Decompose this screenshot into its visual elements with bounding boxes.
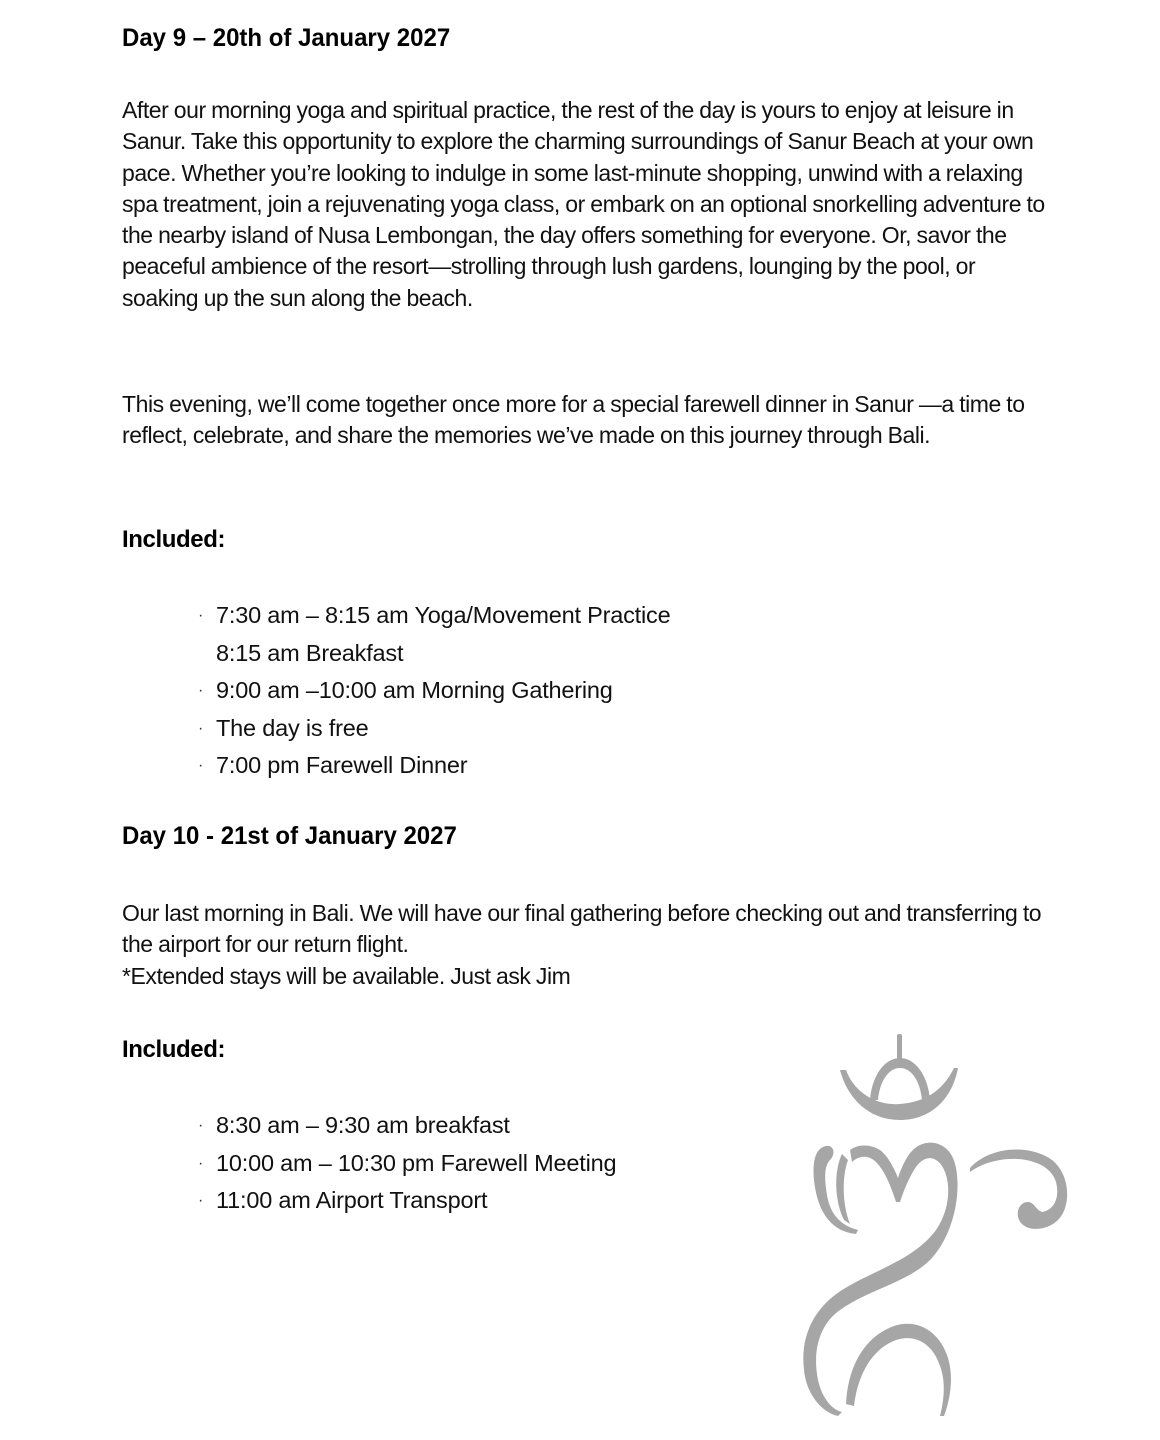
- day10-note: *Extended stays will be available. Just ask Jim: [122, 963, 571, 989]
- day10-heading: Day 10 - 21st of January 2027: [122, 822, 457, 850]
- schedule-item: [196, 747, 670, 785]
- day9-evening-description: This evening, we’ll come together once more for a special farewell dinner in Sanur —a time to reflect, celebrate, and share the memories we’ve made on this journey through Bali.: [122, 391, 1025, 449]
- day9-included-label: Included:: [122, 526, 226, 553]
- schedule-item-text: 10:00 am – 10:30 pm Farewell Meeting: [216, 1149, 617, 1176]
- day10-description: Our last morning in Bali. We will have our final gathering before checking out and transferring to the airport for our return flight.: [122, 900, 1042, 958]
- day10-schedule-list: [196, 1107, 616, 1220]
- schedule-item: [196, 1182, 616, 1220]
- schedule-item: [196, 672, 670, 710]
- schedule-item-text: 8:30 am – 9:30 am breakfast: [216, 1112, 510, 1138]
- day9-schedule-list: [196, 597, 670, 785]
- schedule-item: [196, 597, 670, 635]
- balinese-om-symbol-icon: [790, 1020, 1080, 1430]
- schedule-item: [196, 1145, 616, 1183]
- bullet-icon: ·: [198, 757, 204, 774]
- bullet-icon: ·: [198, 719, 204, 737]
- bullet-icon: ·: [198, 1154, 204, 1172]
- bullet-icon: ·: [198, 1192, 204, 1209]
- schedule-item-text: 8:15 am Breakfast: [216, 639, 404, 666]
- schedule-item-text: 11:00 am Airport Transport: [216, 1187, 488, 1213]
- day10-included-label: Included:: [122, 1036, 226, 1063]
- schedule-item: [196, 1107, 616, 1145]
- schedule-item-text: The day is free: [216, 714, 369, 741]
- schedule-item-text: 9:00 am –10:00 am Morning Gathering: [216, 677, 613, 703]
- bullet-icon: ·: [198, 607, 204, 624]
- schedule-item-text: 7:00 pm Farewell Dinner: [216, 752, 468, 778]
- schedule-item-text: 7:30 am – 8:15 am Yoga/Movement Practice: [216, 602, 671, 628]
- day9-heading: Day 9 – 20th of January 2027: [122, 24, 451, 52]
- day9-description: After our morning yoga and spiritual practice, the rest of the day is yours to enjoy at leisure in Sanur. Take this opportunity to explore the charming surroundings of Sanur Beach at your own pace. Whether you’re looking to indulge in some last-minute shopping, unwind with a relaxing spa treatment, join a rejuvenating yoga class, or embark on an optional snorkelling adventure to the nearby island of Nusa Lembongan, the day offers something for everyone. Or, savor the peaceful ambience of the resort—strolling through lush gardens, lounging by the pool, or soaking up the sun along the beach.: [122, 97, 1045, 311]
- schedule-item: [196, 635, 670, 673]
- bullet-icon: ·: [198, 682, 204, 699]
- bullet-icon: ·: [198, 1117, 204, 1134]
- schedule-item: [196, 710, 670, 748]
